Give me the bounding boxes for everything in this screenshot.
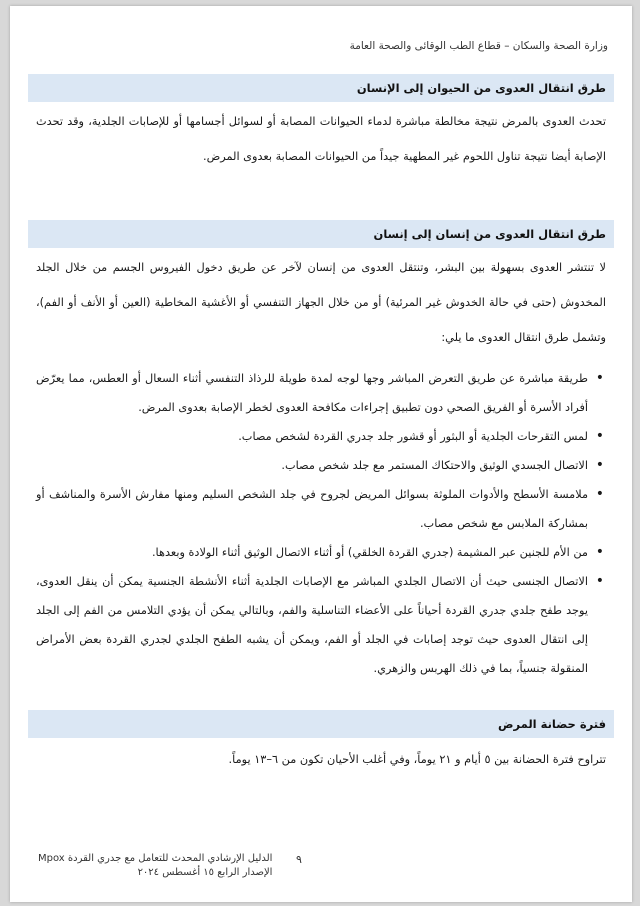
list-item: • الاتصال الجنسى حيث أن الاتصال الجلدي المباشر مع الإصابات الجلدية أثناء الأنشطة الجنسية يمكن أن ينقل العدوى، يوجد طفح جلدي جدري القردة أحياناً على الأعضاء التناسلية والفم، وبالتالي يمكن أن يؤدي التلامس من الفم إلى الجلد إلى انتقال العدوى حيث توجد إصابات في الجلد أو الفم، ويمكن أن يشبه الطفح الجلدي لجدري القردة بعض الأمراض المنقولة جنسياً، بما في ذلك الهربس والزهري. (36, 567, 588, 683)
section-heading-human-to-human: طرق انتقال العدوى من إنسان إلى إنسان (28, 220, 614, 248)
footer-guide-title: الدليل الإرشادي المحدث للتعامل مع جدري القردة Mpox (38, 853, 273, 864)
footer-edition: الإصدار الرابع ١٥ أغسطس ٢٠٢٤ (137, 867, 273, 878)
document-page (10, 6, 632, 902)
list-item: • لمس التقرحات الجلدية أو البثور أو قشور جلد جدري القردة لشخص مصاب. (36, 422, 588, 451)
page-number: ٩ (296, 853, 302, 866)
section-heading-incubation: فترة حضانة المرض (28, 710, 614, 738)
list-item: • ملامسة الأسطح والأدوات الملوثة بسوائل المريض لجروح في جلد الشخص السليم ومنها مفارش الأسرة والمناشف أو بمشاركة الملابس مع شخص مصاب. (36, 480, 588, 538)
transmission-list (36, 364, 606, 683)
running-header: وزارة الصحة والسكان – قطاع الطب الوقائى والصحة العامة (349, 40, 608, 52)
footer (38, 852, 272, 880)
list-item: • من الأم للجنين عبر المشيمة (جدري القردة الخلقي) أو أثناء الاتصال الوثيق أثناء الولادة وبعدها. (36, 538, 588, 567)
list-item: • الاتصال الجسدي الوثيق والاحتكاك المستمر مع جلد شخص مصاب. (36, 451, 588, 480)
section-heading-animal-to-human: طرق انتقال العدوى من الحيوان إلى الإنسان (28, 74, 614, 102)
section-paragraph-incubation: تتراوح فترة الحضانة بين ٥ أيام و ٢١ يوماً، وفي أغلب الأحيان تكون من ٦–١٣ يوماً. (228, 753, 606, 766)
section-paragraph-human-to-human: لا تنتشر العدوى بسهولة بين البشر، وتنتقل العدوى من إنسان لآخر عن طريق دخول الفيروس الجسم من خلال الجلد المخدوش (حتى في حالة الخدوش غير المرئية) أو من خلال الجهاز التنفسي أو الأغشية المخاطية (العين أو الأنف أو الفم)، وتشمل طرق انتقال العدوى ما يلي: (36, 261, 606, 344)
list-item: • طريقة مباشرة عن طريق التعرض المباشر وجها لوجه لمدة طويلة للرذاذ التنفسي أثناء السعال أو العطس، مما يعرّض أفراد الأسرة أو الفريق الصحي دون تطبيق إجراءات مكافحة العدوى لخطر الإصابة بعدوى المرض. (36, 364, 588, 422)
section-paragraph-animal-to-human: تحدث العدوى بالمرض نتيجة مخالطة مباشرة لدماء الحيوانات المصابة أو لسوائل أجسامها أو للإصابات الجلدية، وقد تحدث الإصابة أيضا نتيجة تناول اللحوم غير المطهية جيداً من الحيوانات المصابة بعدوى المرض. (36, 115, 606, 163)
